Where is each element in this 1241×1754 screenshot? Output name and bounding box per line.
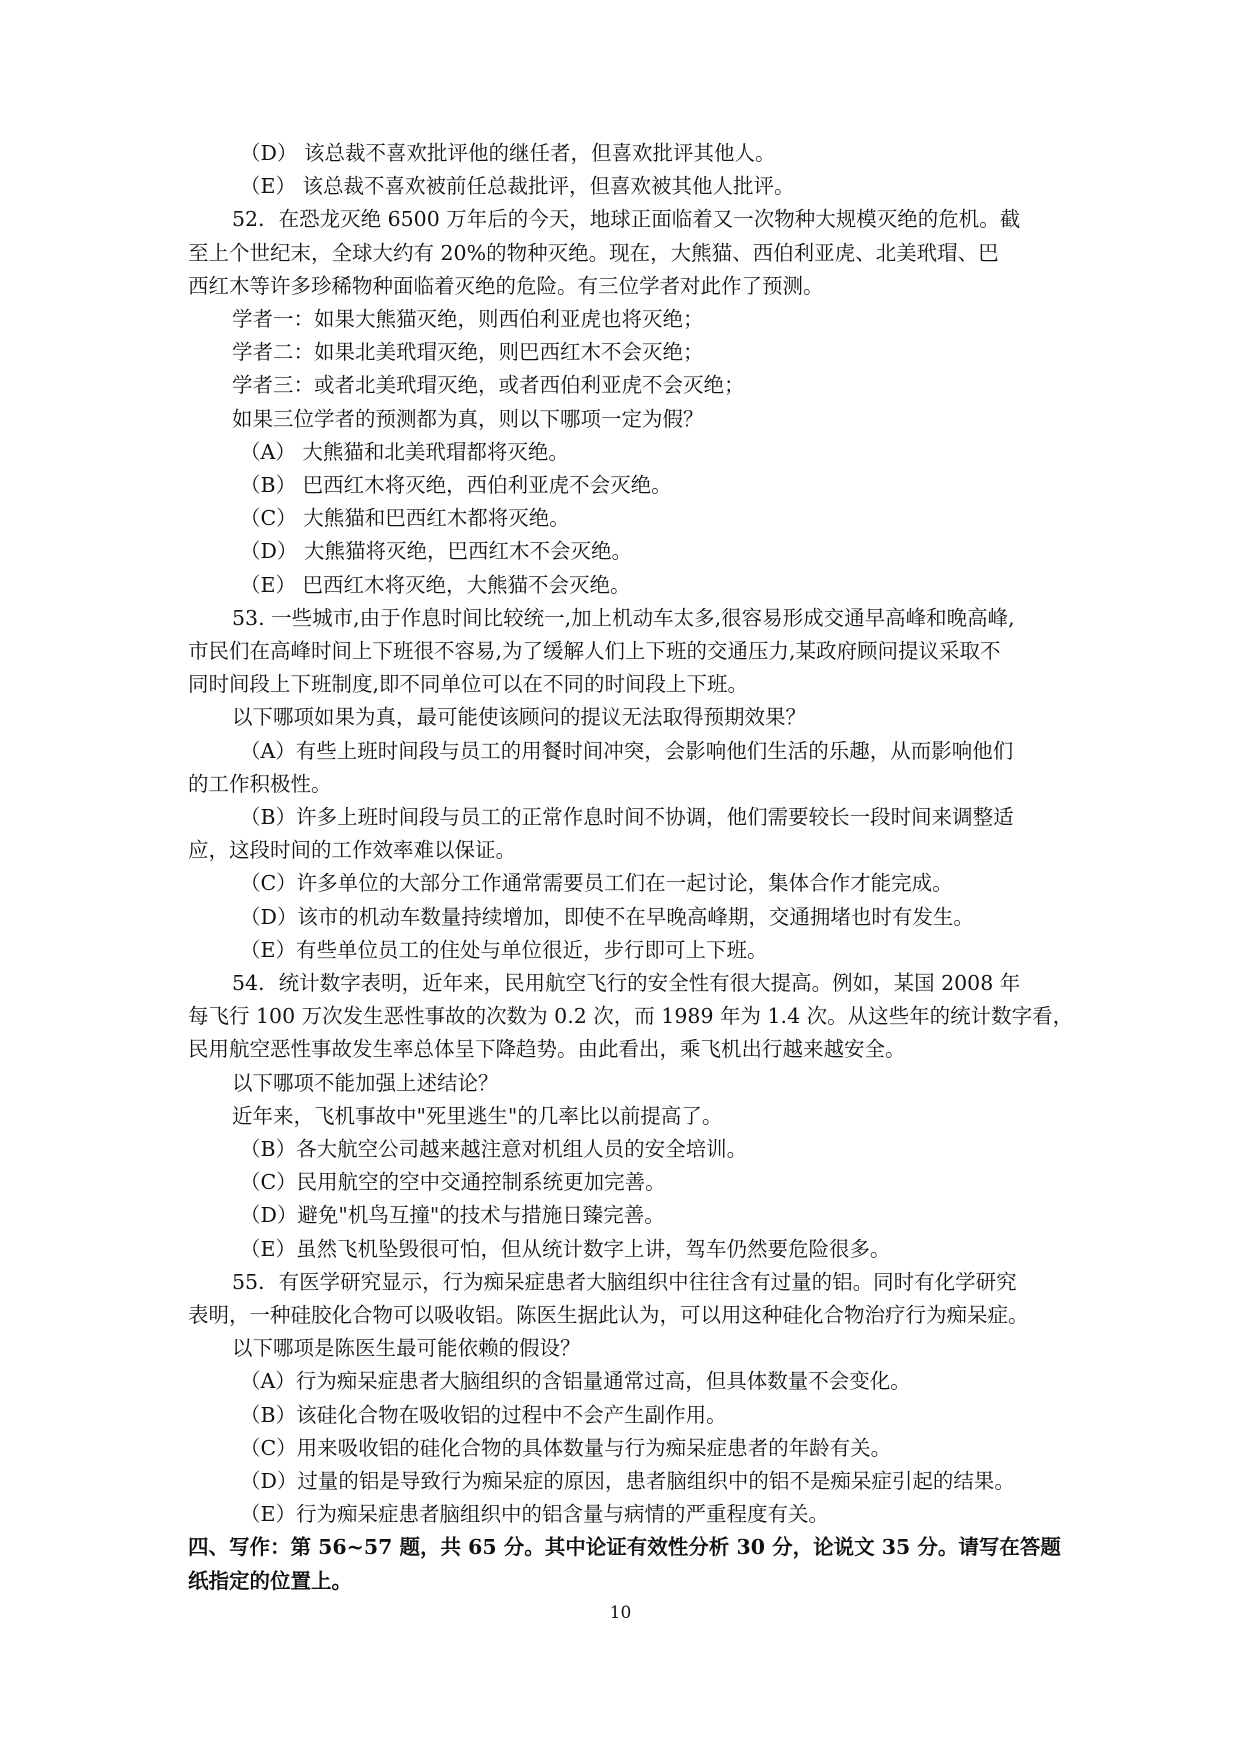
text-line: （C） 大熊猫和巴西红木都将灭绝。 [240, 506, 570, 531]
text-line: 55．有医学研究显示，行为痴呆症患者大脑组织中往往含有过量的铝。同时有化学研究 [232, 1269, 1017, 1294]
text-line: （E）虽然飞机坠毁很可怕，但从统计数字上讲，驾车仍然要危险很多。 [240, 1236, 891, 1261]
text-line: （E） 该总裁不喜欢被前任总裁批评，但喜欢被其他人批评。 [240, 174, 795, 199]
text-line: （B）许多上班时间段与员工的正常作息时间不协调，他们需要较长一段时间来调整适 [240, 805, 1014, 829]
text-line: （D）避免"机鸟互撞"的技术与措施日臻完善。 [240, 1203, 665, 1228]
text-line: 53. 一些城市,由于作息时间比较统一,加上机动车太多,很容易形成交通早高峰和晚高峰, [232, 605, 1015, 630]
text-line: 以下哪项如果为真，最可能使该顾问的提议无法取得预期效果？ [232, 705, 806, 730]
text-line: （A） 大熊猫和北美玳瑁都将灭绝。 [240, 439, 569, 464]
text-line: （E） 巴西红木将灭绝，大熊猫不会灭绝。 [240, 572, 631, 597]
text-line: 如果三位学者的预测都为真，则以下哪项一定为假？ [232, 406, 704, 431]
text-line: （C）用来吸收铝的硅化合物的具体数量与行为痴呆症患者的年龄有关。 [240, 1435, 892, 1460]
text-line: （B） 巴西红木将灭绝，西伯利亚虎不会灭绝。 [240, 473, 672, 497]
text-line: 至上个世纪末，全球大约有 20%的物种灭绝。现在，大熊猫、西伯利亚虎、北美玳瑁、巴 [188, 240, 999, 265]
text-line: 同时间段上下班制度,即不同单位可以在不同的时间段上下班。 [188, 672, 749, 697]
text-line: 52．在恐龙灭绝 6500 万年后的今天，地球正面临着又一次物种大规模灭绝的危机。截 [232, 207, 1021, 232]
text-line: 四、写作：第 56~57 题，共 65 分。其中论证有效性分析 30 分，论说文 35 分。请写在答题 [188, 1535, 1061, 1560]
text-line: （E）行为痴呆症患者脑组织中的铝含量与病情的严重程度有关。 [240, 1502, 829, 1527]
text-line: （C）许多单位的大部分工作通常需要员工们在一起讨论，集体合作才能完成。 [240, 871, 953, 896]
text-line: 学者三：或者北美玳瑁灭绝，或者西伯利亚虎不会灭绝； [232, 373, 745, 398]
text-line: （B）该硅化合物在吸收铝的过程中不会产生副作用。 [240, 1402, 727, 1427]
text-line: （E）有些单位员工的住处与单位很近，步行即可上下班。 [240, 937, 768, 962]
text-line: 54．统计数字表明，近年来，民用航空飞行的安全性有很大提高。例如，某国 2008 年 [232, 971, 1021, 995]
text-line: （D） 该总裁不喜欢批评他的继任者，但喜欢批评其他人。 [240, 141, 776, 165]
text-line: （A）行为痴呆症患者大脑组织的含铝量通常过高，但具体数量不会变化。 [240, 1369, 911, 1394]
text-line: 的工作积极性。 [188, 771, 332, 796]
text-line: 学者二：如果北美玳瑁灭绝，则巴西红木不会灭绝； [232, 340, 704, 365]
text-line: 市民们在高峰时间上下班很不容易,为了缓解人们上下班的交通压力,某政府顾问提议采取不 [188, 639, 1001, 663]
text-line: （B）各大航空公司越来越注意对机组人员的安全培训。 [240, 1137, 748, 1161]
text-line: 以下哪项是陈医生最可能依赖的假设？ [232, 1336, 581, 1361]
text-line: 以下哪项不能加强上述结论？ [232, 1070, 499, 1095]
text-line: （D） 大熊猫将灭绝，巴西红木不会灭绝。 [240, 539, 632, 564]
text-line: 近年来，飞机事故中"死里逃生"的几率比以前提高了。 [232, 1103, 723, 1128]
page-number: 10 [609, 1603, 632, 1623]
text-line: 纸指定的位置上。 [188, 1568, 352, 1593]
text-line: （C）民用航空的空中交通控制系统更加完善。 [240, 1170, 666, 1195]
text-line: （A）有些上班时间段与员工的用餐时间冲突，会影响他们生活的乐趣，从而影响他们 [240, 738, 1014, 763]
text-line: 表明，一种硅胶化合物可以吸收铝。陈医生据此认为，可以用这种硅化合物治疗行为痴呆症。 [188, 1303, 1029, 1327]
text-line: （D）该市的机动车数量持续增加，即使不在早晚高峰期，交通拥堵也时有发生。 [240, 904, 974, 929]
text-line: 民用航空恶性事故发生率总体呈下降趋势。由此看出，乘飞机出行越来越安全。 [188, 1037, 906, 1062]
text-line: 西红木等许多珍稀物种面临着灭绝的危险。有三位学者对此作了预测。 [188, 273, 824, 298]
text-line: 每飞行 100 万次发生恶性事故的次数为 0.2 次，而 1989 年为 1.4 次。从这些年的统计数字看， [188, 1004, 1074, 1029]
text-line: 学者一：如果大熊猫灭绝，则西伯利亚虎也将灭绝； [232, 307, 704, 331]
text-line: 应，这段时间的工作效率难以保证。 [188, 838, 516, 863]
text-line: （D）过量的铝是导致行为痴呆症的原因，患者脑组织中的铝不是痴呆症引起的结果。 [240, 1469, 1015, 1493]
